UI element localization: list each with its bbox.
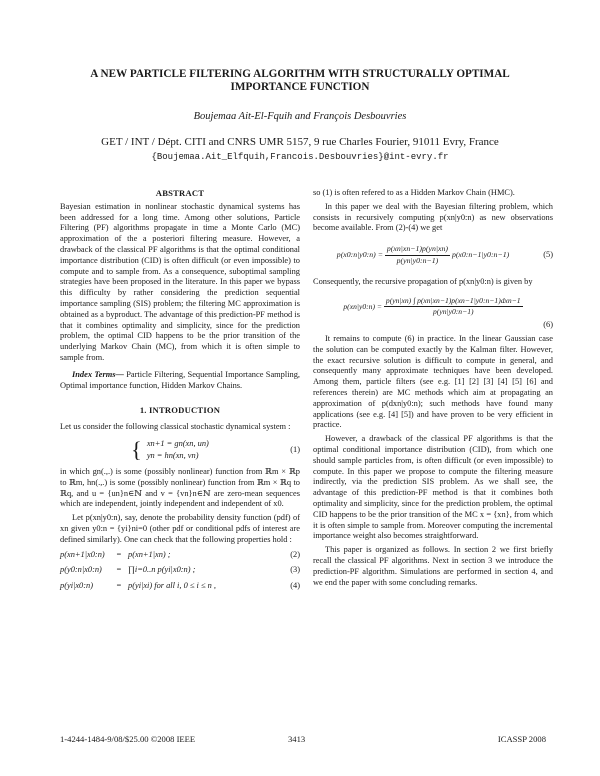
right-p6: This paper is organized as follows. In section 2 we first briefly recall the classical PF algorithms. Next in section 3 we introduce the prediction-PF algorithm. Simulations are performed in section 4, and we end the paper with some concluding remarks. — [313, 545, 553, 587]
index-terms — [60, 370, 300, 392]
intro-p1: Let us consider the following classical stochastic dynamical system : — [60, 422, 291, 432]
prop3-lhs: p(y0:n|x0:n) — [60, 565, 102, 575]
prop3-rhs: ∏i=0..n p(yi|x0:n) ; — [128, 565, 196, 575]
eq5-rest: p(x0:n−1|y0:n−1) — [451, 250, 510, 260]
eq5-denominator: p(yn|y0:n−1) — [396, 255, 439, 265]
abstract-text: Bayesian estimation in nonlinear stochastic dynamical systems has been addressed for a long time. Among other solutions, Particle Filtering (PF) algorithms propagate in time a Monte Carlo (MC) approximation of the a posteriori filtering measure. However, a drawback of the classical PF algorithms is that the optimal conditional importance distribution (CID) is often difficult (or even impossible) to compute and to sample from. As a consequence, suboptimal sampling strategies have been proposed in the literature. In this paper we bypass this difficulty by rather considering the prediction sequential importance sampling (SIS) problem; the filtering MC approximation is obtained as a byproduct. The advantage of this prediction-PF method is that it combines optimality and simplicity, since for the prediction problem, the optimal CID happens to be the prior transition of the underlying Markov Chain (MC), from which it is often simple to sample from. — [60, 201, 300, 362]
prop4-num: (4) — [290, 581, 300, 591]
prop2-num: (2) — [290, 549, 300, 559]
right-p3: Consequently, the recursive propagation of p(xn|y0:n) is given by — [313, 276, 533, 286]
eq5-numerator: p(xn|xn−1)p(yn|xn) — [385, 244, 450, 256]
sys-line-2: yn = hn(xn, vn) — [146, 450, 199, 460]
abstract-heading: ABSTRACT — [155, 188, 205, 198]
eq5-number: (5) — [543, 250, 553, 260]
prop2-lhs: p(xn+1|x0:n) — [60, 549, 105, 559]
intro-p2: in which gn(.,.) is some (possibly nonlinear) function from ℝm × ℝp to ℝm, hn(.,.) is some (possibly nonlinear) function from ℝm × ℝq to ℝq, and u = {un}n∈ℕ and v = {vn}n∈ℕ are zero-mean sequences which are independent, jointly independent and independent of x0. — [60, 466, 300, 509]
footer-conference: ICASSP 2008 — [497, 734, 546, 744]
paper-title: A NEW PARTICLE FILTERING ALGORITHM WITH STRUCTURALLY OPTIMAL IMPORTANCE FUNCTION — [90, 68, 510, 93]
right-p4: It remains to compute (6) in practice. In the linear Gaussian case the solution can be computed exactly by the Kalman filter. However, the exact recursive solution is difficult to compute in general, and consequently many approximate techniques have been developed. Among them, particle filters (see e.g. [1] [2] [3] [4] [5] [6] and references therein) are MC methods which aim at propagating an approximation of p(dxn|y0:n); such methods have found many applications (see e.g. [4] [5]) and have proven to be very efficient in practice. — [313, 333, 553, 430]
sys-line-1: xn+1 = gn(xn, un) — [146, 438, 209, 448]
eq6-lhs: p(xn|y0:n) = — [343, 301, 383, 311]
prop3-num: (3) — [290, 565, 300, 575]
intro-p3: Let p(xn|y0:n), say, denote the probability density function (pdf) of xn given y0:n = {yi}ni=0 (other pdf or conditional pdfs of interest are defined similarly). One can check that the following properties hold : — [60, 513, 300, 544]
brace: { — [131, 436, 142, 462]
right-column — [313, 188, 553, 591]
properties: p(xn+1|x0:n) = p(xn+1|xn) ; (2) p(y0:n|x0:n) = ∏i=0..n p(yi|x0:n) ; (3) p(yi|x0:n) = p(yi|xi) for all i, 0 ≤ i ≤ n , (4) — [60, 549, 300, 591]
eq1-number: (1) — [290, 444, 300, 454]
equation-1 — [60, 438, 300, 462]
eq6-denominator: p(yn|y0:n−1) — [433, 307, 474, 317]
prop4-lhs: p(yi|x0:n) — [60, 581, 93, 591]
right-p1: so (1) is often refered to as a Hidden Markov Chain (HMC). — [313, 188, 515, 197]
eq6-number: (6) — [543, 320, 553, 330]
footer-page-number: 3413 — [288, 734, 306, 744]
authors: Boujemaa Ait-El-Fquih and François Desbouvries — [193, 111, 407, 122]
eq5-lhs: p(x0:n|y0:n) = — [336, 250, 383, 260]
email: {Boujemaa.Ait_Elfquih,Francois.Desbouvries}@int-evry.fr — [151, 152, 449, 162]
prop2-rhs: p(xn+1|xn) ; — [128, 549, 171, 559]
footer-copyright: 1-4244-1484-9/08/$25.00 ©2008 IEEE — [60, 734, 196, 744]
eq6-numerator: p(yn|xn) ∫ p(xn|xn−1)p(xn−1|y0:n−1)dxn−1 — [384, 296, 523, 308]
index-terms-text: Particle Filtering, Sequential Importance Sampling, Optimal importance function, Hidden Markov Chains. — [60, 369, 300, 390]
affiliation: GET / INT / Dépt. CITI and CNRS UMR 5157, 9 rue Charles Fourier, 91011 Evry, France — [101, 136, 499, 148]
equation-5 — [313, 244, 553, 267]
right-p2: In this paper we deal with the Bayesian filtering problem, which consists in recursively computing p(xn|y0:n) as new observations become available. From (2)-(4) we get — [313, 201, 553, 233]
intro-heading: 1. INTRODUCTION — [139, 405, 221, 416]
right-p5: However, a drawback of the classical PF algorithms is that the optimal conditional importance distribution (CID), from which one should sample particles from, is often difficult (or even impossible) to compute. In this paper we propose to compute the filtering measure indirectly, via the prediction SIS problem. As we shall see, the advantage of this prediction-PF method is that it combines both optimality and simplicity, since for the prediction problem, the optimal CID happens to be the prior transition of the MC x = {xn}, from which it is often simple to sample from. Moreover computing the incremental importance weight also becomes straightforward. — [313, 434, 553, 541]
left-column — [60, 188, 300, 596]
index-terms-label: Index Terms— — [72, 369, 124, 379]
prop4-rhs: p(yi|xi) for all i, 0 ≤ i ≤ n , — [128, 581, 217, 591]
equation-6 — [313, 296, 553, 319]
